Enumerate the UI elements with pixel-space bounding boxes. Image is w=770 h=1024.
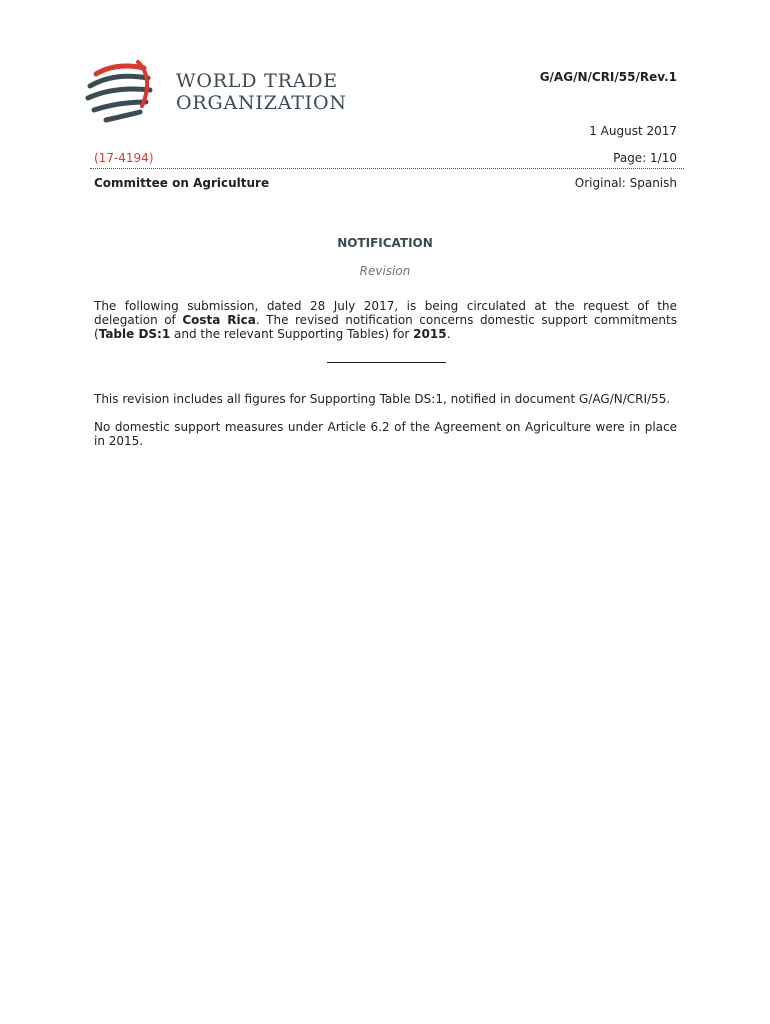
document-number: (17-4194) — [94, 151, 154, 165]
page-title: NOTIFICATION — [337, 236, 433, 250]
p1-table: Table DS:1 — [98, 327, 171, 341]
p1-text-4: . — [446, 327, 451, 341]
header-divider — [90, 168, 684, 169]
document-symbol: G/AG/N/CRI/55/Rev.1 — [539, 70, 677, 84]
paragraph-revision: This revision includes all figures for Supporting Table DS:1, notified in document G/AG/N/CRI/55. — [94, 392, 671, 406]
page-subtitle: Revision — [359, 264, 411, 278]
p1-country: Costa Rica — [182, 313, 256, 327]
paragraph-measures: No domestic support measures under Article 6.2 of the Agreement on Agriculture were in place in 2015. — [94, 420, 677, 448]
p1-text-2: . The revised notification concerns domestic support commitments ( — [94, 313, 677, 341]
document-date: 1 August 2017 — [589, 124, 677, 138]
p1-text-3: and the relevant Supporting Tables) for — [170, 327, 414, 341]
section-separator — [327, 362, 446, 363]
wto-logo — [84, 58, 347, 128]
wto-logo-icon — [84, 58, 164, 128]
committee-name: Committee on Agriculture — [94, 176, 270, 190]
page-indicator: Page: 1/10 — [613, 151, 677, 165]
logo-line-1: WORLD TRADE — [176, 70, 338, 92]
paragraph-submission — [94, 299, 677, 341]
logo-wordmark — [176, 70, 347, 114]
original-language: Original: Spanish — [574, 176, 677, 190]
logo-line-2: ORGANIZATION — [176, 92, 347, 114]
p1-text-1: The following submission, dated 28 July 2017, is being circulated at the request of the delegation of — [94, 299, 677, 327]
p1-year: 2015 — [413, 327, 447, 341]
